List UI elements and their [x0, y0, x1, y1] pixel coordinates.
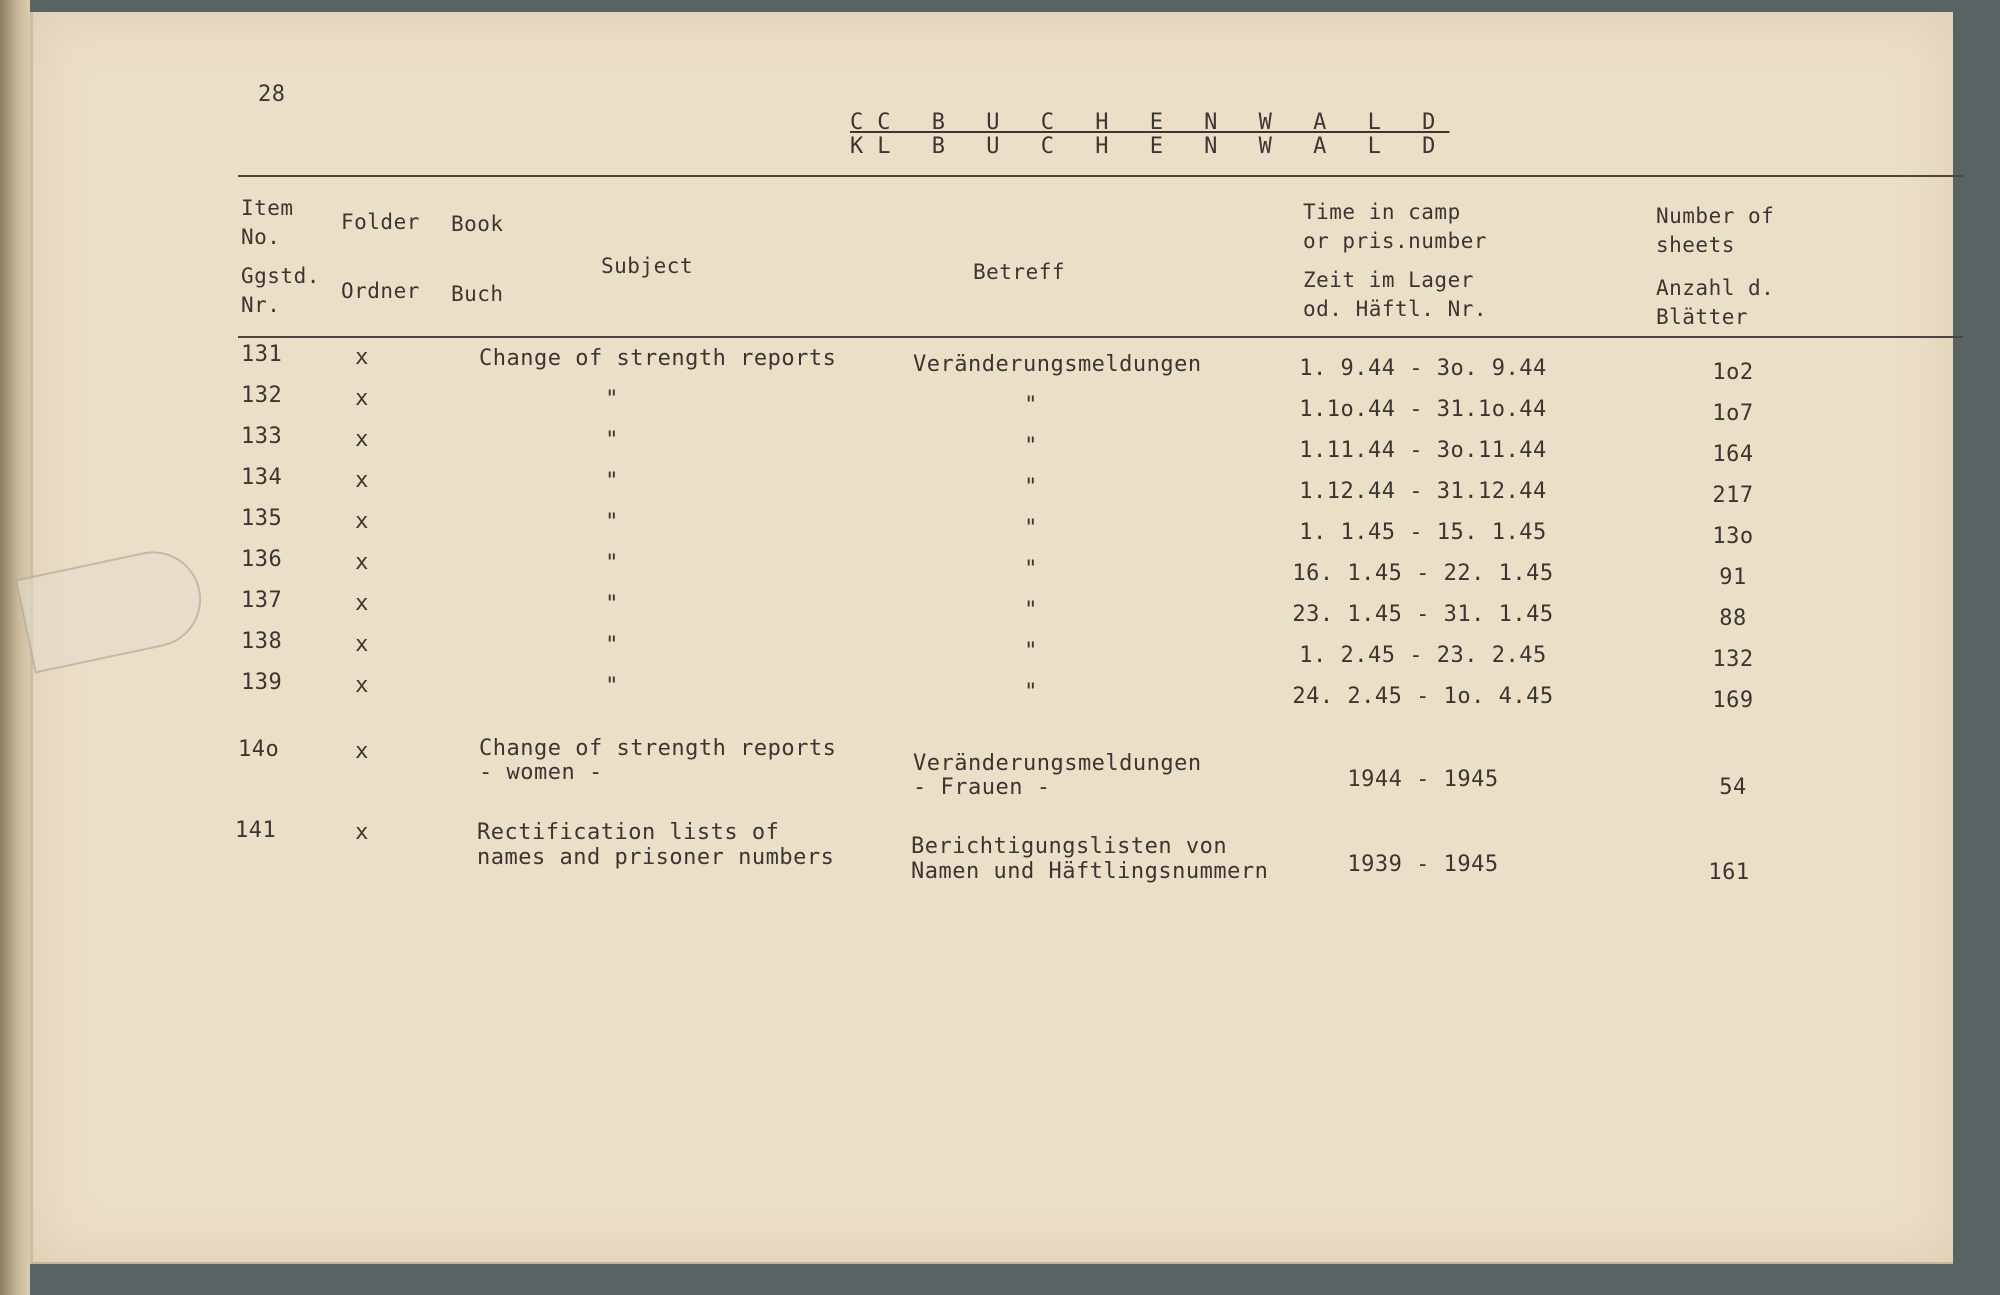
row-138-sheets: 132: [1712, 647, 1754, 672]
row-134-subject: ": [605, 469, 619, 494]
row-138-time: 1. 2.45 - 23. 2.45: [1299, 643, 1547, 668]
row-141-folder: x: [355, 820, 369, 845]
row-139-sheets: 169: [1712, 688, 1754, 713]
row-136-subject: ": [605, 551, 619, 576]
header-subject: Subject: [601, 254, 694, 278]
row-135-betreff: ": [1024, 516, 1038, 541]
row-133-subject: ": [605, 428, 619, 453]
row-141-subject: Rectification lists of names and prisoner numbers: [477, 820, 835, 870]
row-139-betreff: ": [1024, 680, 1038, 705]
row-137-item: 137: [241, 588, 283, 613]
row-132-item: 132: [241, 383, 283, 408]
header-item-de: Ggstd. Nr.: [241, 264, 320, 317]
header-book-en: Book: [451, 212, 504, 236]
header-sheets-de: Anzahl d. Blätter: [1656, 276, 1775, 329]
row-137-sheets: 88: [1719, 606, 1747, 631]
row-137-betreff: ": [1024, 598, 1038, 623]
row-136-folder: x: [355, 550, 369, 575]
header-item-en: Item No.: [241, 196, 294, 249]
header-folder-en: Folder: [341, 210, 420, 234]
row-141-sheets: 161: [1708, 860, 1750, 885]
row-140-item: 14o: [238, 737, 280, 762]
row-136-betreff: ": [1024, 557, 1038, 582]
row-133-folder: x: [355, 427, 369, 452]
row-139-folder: x: [355, 673, 369, 698]
row-131-sheets: 1o2: [1712, 360, 1754, 385]
row-138-subject: ": [605, 633, 619, 658]
header-time-en: Time in camp or pris.number: [1303, 200, 1488, 253]
row-137-time: 23. 1.45 - 31. 1.45: [1292, 602, 1554, 627]
row-140-sheets: 54: [1719, 775, 1747, 800]
row-133-sheets: 164: [1712, 442, 1754, 467]
book-binding: [0, 0, 30, 1295]
header-book-de: Buch: [451, 282, 504, 306]
row-131-item: 131: [241, 342, 283, 367]
row-135-folder: x: [355, 509, 369, 534]
row-140-subject: Change of strength reports - women -: [479, 736, 837, 785]
row-131-betreff: Veränderungsmeldungen: [913, 352, 1202, 377]
row-141-item: 141: [235, 818, 277, 843]
header-betreff: Betreff: [973, 260, 1066, 284]
row-132-folder: x: [355, 386, 369, 411]
row-134-sheets: 217: [1712, 483, 1754, 508]
header-bottom-rule: [238, 336, 1963, 338]
row-131-time: 1. 9.44 - 3o. 9.44: [1299, 356, 1547, 381]
row-134-time: 1.12.44 - 31.12.44: [1299, 479, 1547, 504]
row-138-item: 138: [241, 629, 283, 654]
row-135-time: 1. 1.45 - 15. 1.45: [1299, 520, 1547, 545]
header-time-de: Zeit im Lager od. Häftl. Nr.: [1303, 268, 1488, 321]
title-english: CC B U C H E N W A L D: [850, 110, 1450, 135]
row-136-time: 16. 1.45 - 22. 1.45: [1292, 561, 1554, 586]
row-140-folder: x: [355, 739, 369, 764]
row-135-item: 135: [241, 506, 283, 531]
row-132-betreff: ": [1024, 393, 1038, 418]
row-134-betreff: ": [1024, 475, 1038, 500]
row-138-betreff: ": [1024, 639, 1038, 664]
row-139-time: 24. 2.45 - 1o. 4.45: [1292, 684, 1554, 709]
row-140-time: 1944 - 1945: [1347, 767, 1499, 792]
row-141-betreff: Berichtigungslisten von Namen und Häftlingsnummern: [911, 834, 1269, 884]
row-131-subject: Change of strength reports: [479, 346, 837, 371]
row-135-sheets: 13o: [1712, 524, 1754, 549]
row-132-sheets: 1o7: [1712, 401, 1754, 426]
row-136-sheets: 91: [1719, 565, 1747, 590]
row-134-item: 134: [241, 465, 283, 490]
document-page: [30, 12, 1953, 1264]
header-top-rule: [238, 175, 1963, 177]
row-133-item: 133: [241, 424, 283, 449]
row-137-folder: x: [355, 591, 369, 616]
title-german: KL B U C H E N W A L D: [850, 134, 1450, 159]
row-139-item: 139: [241, 670, 283, 695]
row-132-subject: ": [605, 387, 619, 412]
row-133-time: 1.11.44 - 3o.11.44: [1299, 438, 1547, 463]
row-138-folder: x: [355, 632, 369, 657]
row-141-time: 1939 - 1945: [1347, 852, 1499, 877]
page-tab-marker: [15, 542, 210, 673]
row-132-time: 1.1o.44 - 31.1o.44: [1299, 397, 1547, 422]
row-135-subject: ": [605, 510, 619, 535]
row-133-betreff: ": [1024, 434, 1038, 459]
row-136-item: 136: [241, 547, 283, 572]
row-134-folder: x: [355, 468, 369, 493]
row-139-subject: ": [605, 674, 619, 699]
row-140-betreff: Veränderungsmeldungen - Frauen -: [913, 751, 1202, 800]
row-137-subject: ": [605, 592, 619, 617]
header-sheets-en: Number of sheets: [1656, 204, 1775, 257]
header-folder-de: Ordner: [341, 279, 420, 303]
page-number: 28: [258, 82, 286, 107]
row-131-folder: x: [355, 345, 369, 370]
